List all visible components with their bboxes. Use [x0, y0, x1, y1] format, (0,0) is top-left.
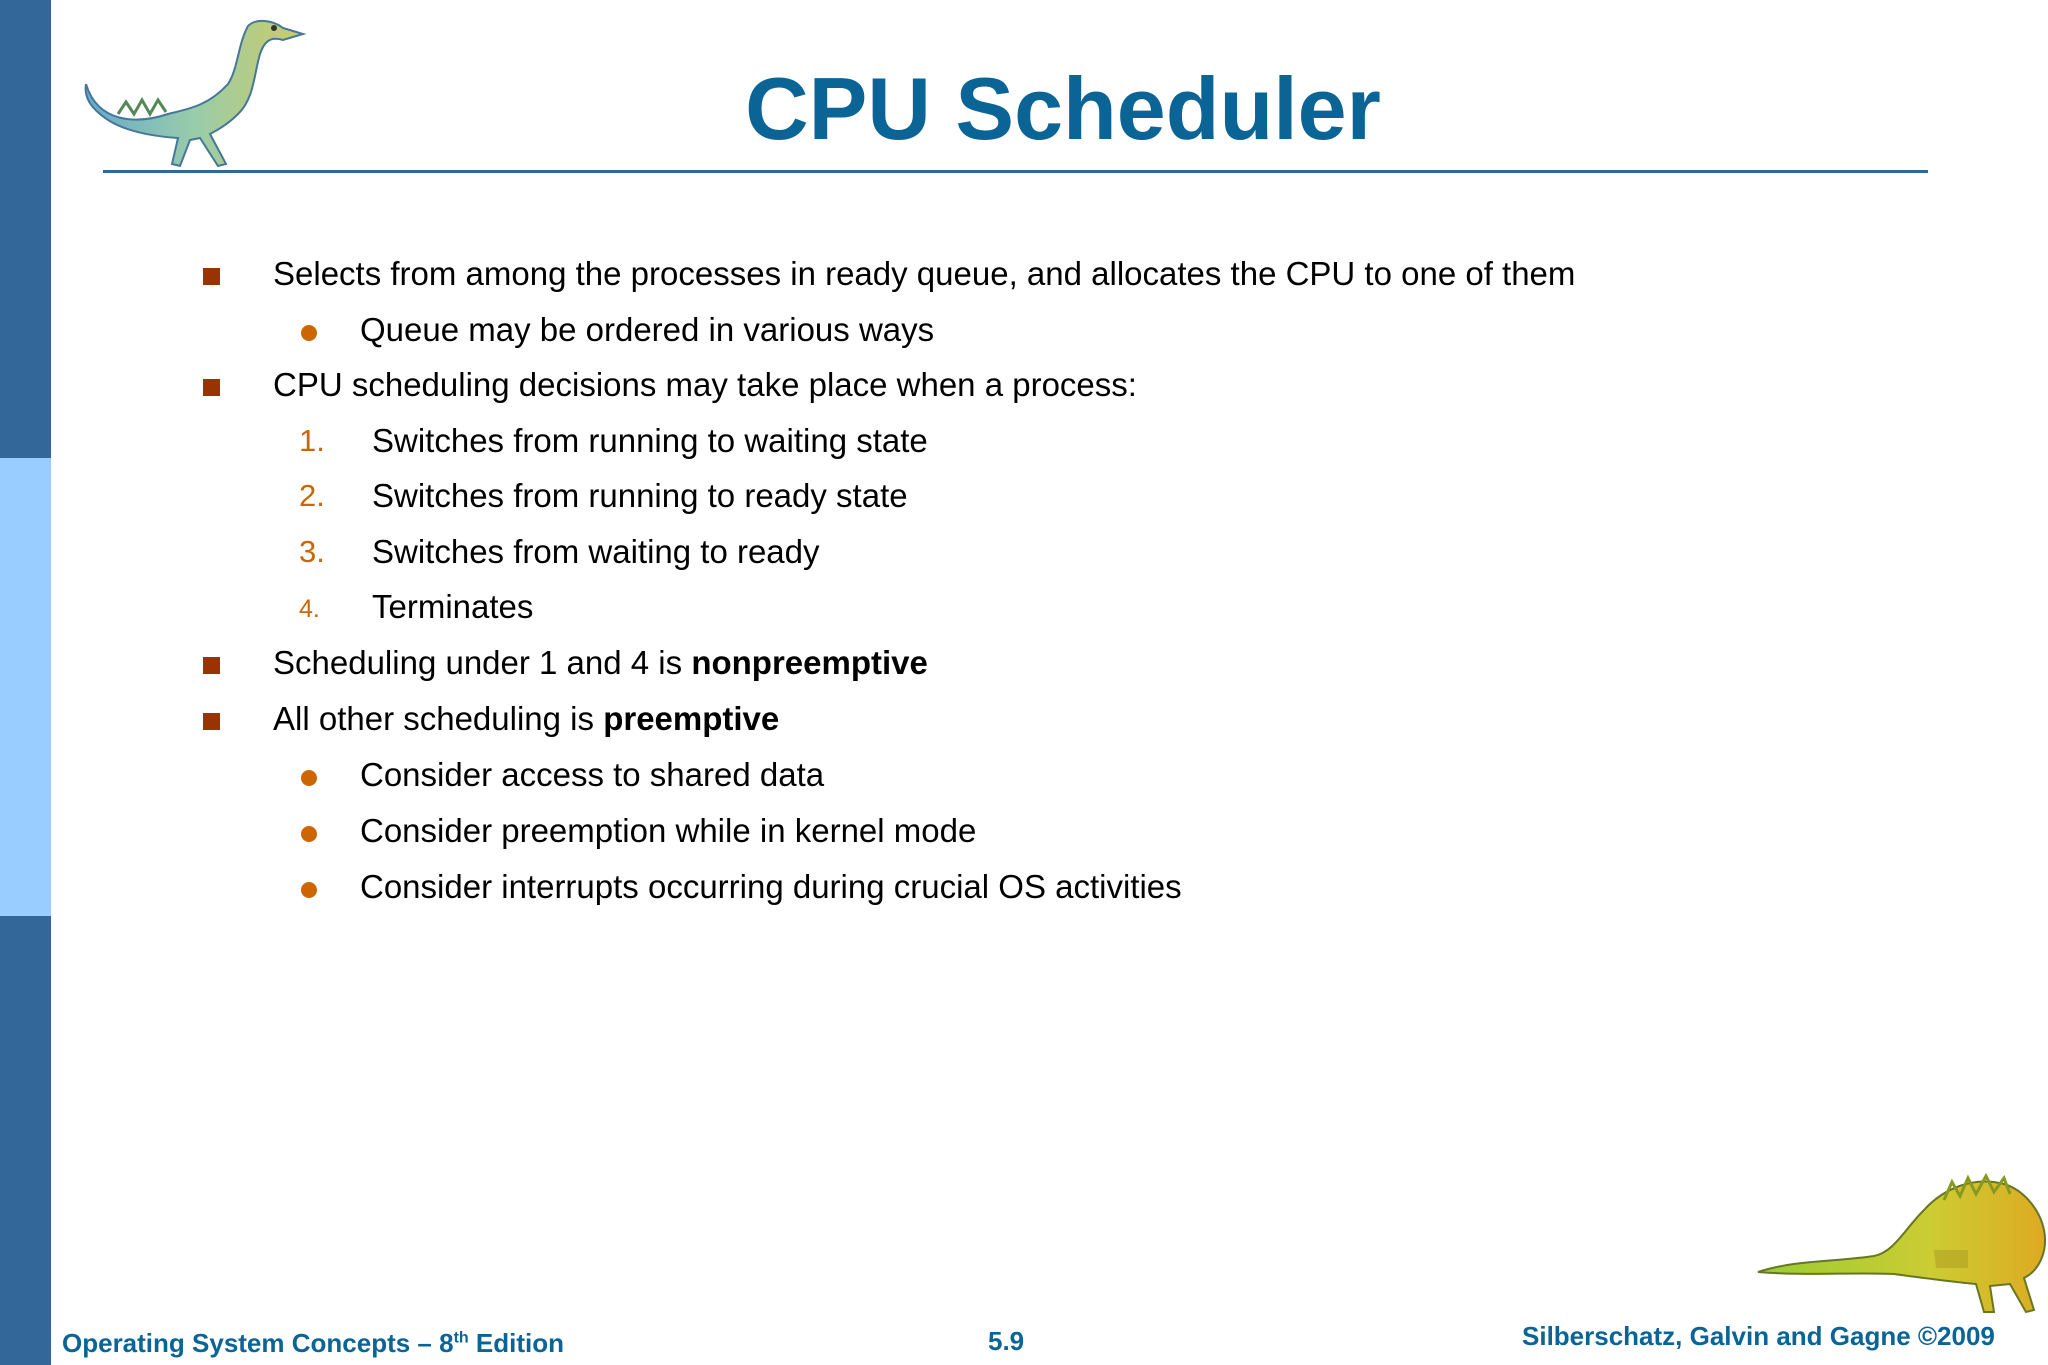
bullet-text-plain: Scheduling under 1 and 4 is	[273, 644, 692, 681]
bullet-text-bold: preemptive	[603, 700, 780, 737]
footer-title-superscript: th	[453, 1329, 469, 1347]
number-bullet: 2.	[299, 478, 325, 513]
number-bullet: 1.	[299, 423, 325, 458]
bullet-text: Selects from among the processes in ready queue, and allocates the CPU to one of them	[273, 255, 1576, 292]
dinosaur-bottom-icon	[1754, 1160, 2048, 1325]
bullet-text-bold: nonpreemptive	[691, 644, 928, 681]
sub-bullet-text: Consider preemption while in kernel mode	[360, 812, 977, 849]
slide-title: CPU Scheduler	[745, 59, 1381, 158]
numbered-text: Terminates	[372, 588, 534, 625]
bullet-text	[273, 699, 779, 739]
number-bullet: 4.	[299, 595, 320, 623]
dot-bullet	[301, 770, 317, 786]
square-bullet	[203, 379, 220, 396]
square-bullet	[203, 268, 220, 285]
number-bullet: 3.	[299, 534, 325, 569]
dot-bullet	[301, 325, 317, 341]
square-bullet	[203, 657, 220, 674]
footer-copyright: Silberschatz, Galvin and Gagne ©2009	[1522, 1321, 1995, 1351]
sub-bullet-text: Queue may be ordered in various ways	[360, 311, 935, 348]
footer-title-prefix: Operating System Concepts – 8	[62, 1328, 454, 1358]
page-number: 5.9	[988, 1326, 1025, 1356]
title-divider	[103, 170, 1928, 173]
dot-bullet	[301, 826, 317, 842]
dot-bullet	[301, 882, 317, 898]
bullet-text-plain: All other scheduling is	[273, 700, 604, 737]
numbered-text: Switches from running to ready state	[372, 477, 908, 514]
footer-title-suffix: Edition	[468, 1328, 564, 1358]
numbered-text: Switches from waiting to ready	[372, 533, 820, 570]
sidebar-bottom-band	[0, 916, 51, 1365]
square-bullet	[203, 713, 220, 730]
sub-bullet-text: Consider interrupts occurring during crucial OS activities	[360, 868, 1182, 905]
numbered-text: Switches from running to waiting state	[372, 422, 928, 459]
bullet-text	[273, 643, 928, 683]
sidebar-middle-band	[0, 458, 51, 916]
footer-book-title	[62, 1328, 564, 1359]
sub-bullet-text: Consider access to shared data	[360, 756, 825, 793]
bullet-text: CPU scheduling decisions may take place when a process:	[273, 366, 1137, 403]
